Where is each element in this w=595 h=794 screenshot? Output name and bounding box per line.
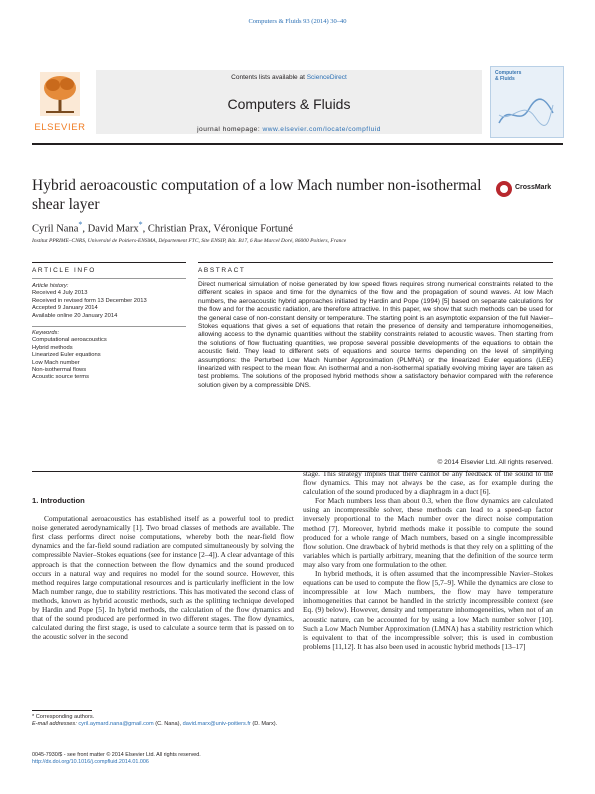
history-item: Received 4 July 2013	[32, 290, 88, 297]
corresponding-star[interactable]: *	[138, 220, 143, 229]
abstract-sub-rule	[198, 278, 553, 279]
author-name: Christian Prax	[147, 223, 209, 235]
doi-link[interactable]: http://dx.doi.org/10.1016/j.compfluid.2014.01.006	[32, 759, 149, 765]
abstract-top-rule	[198, 262, 553, 263]
contents-line	[96, 74, 482, 81]
journal-homepage	[96, 126, 482, 133]
email-link[interactable]: cyril.aymard.nana@gmail.com	[78, 721, 154, 727]
keyword-item: Low Mach number	[32, 359, 80, 366]
history-item: Received in revised form 13 December 2013	[32, 297, 147, 304]
article-history	[32, 283, 186, 320]
issn-block	[32, 752, 294, 766]
elsevier-tree-icon	[40, 72, 80, 116]
header-rule	[32, 143, 563, 145]
keyword-item: Non-isothermal flows	[32, 367, 87, 374]
elsevier-logo	[32, 70, 88, 136]
homepage-label: journal homepage:	[197, 126, 261, 133]
keyword-item: Acoustic source terms	[32, 374, 90, 381]
crossmark-label: CrossMark	[515, 184, 552, 191]
author-name: David Marx	[87, 223, 139, 235]
email-label: E-mail addresses:	[32, 721, 77, 727]
abstract-heading: ABSTRACT	[198, 267, 246, 274]
journal-reference[interactable]: Computers & Fluids 93 (2014) 30–40	[248, 18, 347, 25]
journal-cover-thumbnail	[490, 66, 564, 138]
author-name: Cyril Nana	[32, 223, 79, 235]
journal-title: Computers & Fluids	[227, 96, 351, 112]
article-info-heading: ARTICLE INFO	[32, 267, 96, 274]
elsevier-wordmark: ELSEVIER	[34, 122, 86, 133]
keyword-item: Computational aeroacoustics	[32, 337, 107, 344]
author-list: Cyril Nana*, David Marx*, Christian Prax, Véronique Fortuné	[32, 220, 293, 235]
body-paragraph: Computational aeroacoustics has established itself as a powerful tool to predict noise generated aerodynamically [1]. Two broad classes of methods are available. The first class performs direct noise computations, whereby both the near-field flow dynamics and the far-field sound radiation are computed simultaneously by solving the compressible Navier–Stokes equations (see for instance [2–4]). A clear advantage of this approach is that the connection between the flow dynamics and the sound produced occurs in a natural way and requires no model for the sound source. However, this method requires large computational resources and is particularly inefficient in the low Mach number range, due to stability restrictions. This has motivated the second class of methods, known as hybrid acoustic methods, such as the splitting technique developed by Hardin and Pope [5]. In hybrid methods, the calculation of the flow dynamics and that of the sound produced are performed in two different stages. The flow dynamics, calculated during the first stage, is used to calculate a source term that is passed on to the acoustic solver in the second	[32, 514, 294, 642]
keywords-block	[32, 330, 186, 382]
body-paragraph: For Mach numbers less than about 0.3, when the flow dynamics are calculated using an incompressible solver, these methods can lead to a speed-up factor inversely proportional to the Mach number over the direct noise computation method [7]. Moreover, hybrid methods make it possible to compute the sound produced for a whole range of Mach numbers, based on a single incompressible flow solution. One drawback of hybrid methods is that they rely on a splitting of the variables which is partially arbitrary, meaning that the definition of the source term may also vary from one formulation to the other.	[303, 496, 553, 569]
body-paragraph: stage. This strategy implies that there cannot be any feedback of the sound to the flow dynamics. This may not always be the case, as for example during the calculation of the sound produced by a diaphragm in a duct [6].	[303, 469, 553, 497]
history-label: Article history:	[32, 283, 69, 289]
section-heading: 1. Introduction	[32, 496, 85, 505]
abstract-text: Direct numerical simulation of noise generated by low speed flows requires strong numerical constraints related to the different scales in space and time for the dynamics of the flow and the propagation of sound waves. At low Mach numbers, the aeroacoustic hybrid approaches initiated by Hardin and Pope (1994) [5] based on separate calculations for the flow and for the acoustic radiation, are therefore attractive. In this paper, we show that such methods can be used for the general case of non-constant density or temperature. The starting point is an asymptotic expansion of the full Navier–Stokes equations that gives a set of equations that retain the presence of density and temperature inhomogeneities, allowing access to the dynamic quantities without the stability constraints related to acoustic waves. Then starting from the solutions of flow fluctuating quantities, we propose several possible developments of the equations to obtain the acoustic field. They lead to different sets of equations and source terms depending on the level of simplifying assumptions: the Perturbed Low Mach Number Approximation (PLMNA) or the linearized Euler equations (LEE) linearized with respect to the mean flow. An isothermal and a non-isothermal spatially evolving mixing layer are taken as test problems. The solutions of the proposed hybrid methods show a satisfactory behavior compared with the reference solution given by a compressible DNS.	[198, 281, 553, 389]
affiliation: Institut PPRIME–CNRS, Université de Poitiers-ENSMA, Département FTC, Site ENSIP, Bât. B17, 6 Rue Marcel Doré, 86000 Poitiers, France	[32, 238, 347, 244]
contents-prefix: Contents lists available at	[231, 74, 305, 81]
body-right-column	[303, 469, 553, 651]
corresponding-star[interactable]: *	[78, 220, 83, 229]
body-left-column	[32, 496, 294, 641]
paper-title: Hybrid aeroacoustic computation of a low Mach number non-isothermal shear layer	[32, 177, 482, 213]
body-paragraph: In hybrid methods, it is often assumed that the incompressible Navier–Stokes equations can be used to compute the flow [5,7–9]. While the dynamics are close to incompressible at low Mach numbers, the flow may have temperature inhomogeneities that cannot be handled in the strictly incompressible context (see Eq. (9) below). However, density and temperature inhomogeneities, when not of an acoustic nature, can be accounted for by using a low Mach number solver [10]. Such a Low Mach Number Approximation (LMNA) has a stability restriction which is equivalent to that of the incompressible solver; this is used in combustion problems [11,12]. It has also been used in acoustic hybrid methods [13–17]	[303, 569, 553, 651]
corresponding-note: Corresponding authors.	[35, 714, 95, 720]
crossmark-badge[interactable]	[496, 180, 562, 200]
keyword-item: Hybrid methods	[32, 344, 73, 351]
crossmark-icon	[496, 181, 512, 197]
abstract-copyright: © 2014 Elsevier Ltd. All rights reserved.	[437, 459, 553, 466]
author-name: Véronique Fortuné	[213, 223, 293, 235]
homepage-link[interactable]: www.elsevier.com/locate/compfluid	[262, 126, 381, 133]
article-info-top-rule	[32, 262, 186, 263]
footnote-rule	[32, 710, 92, 711]
keywords-rule	[32, 326, 186, 327]
cover-figure-icon	[497, 93, 555, 129]
history-item: Accepted 9 January 2014	[32, 305, 98, 312]
keywords-label: Keywords:	[32, 330, 60, 336]
keyword-item: Linearized Euler equations	[32, 352, 101, 359]
history-item: Available online 20 January 2014	[32, 312, 118, 319]
email-link[interactable]: david.marx@univ-poitiers.fr	[182, 721, 251, 727]
cover-title: Computers & Fluids	[495, 70, 522, 82]
issn-line: 0045-7930/$ - see front matter © 2014 Elsevier Ltd. All rights reserved.	[32, 752, 201, 758]
sciencedirect-link[interactable]: ScienceDirect	[306, 74, 347, 81]
corresponding-footnote: * Corresponding authors. E-mail addresses: cyril.aymard.nana@gmail.com (C. Nana), david.marx@univ-poitiers.fr (D. Marx).	[32, 714, 278, 727]
article-info-sub-rule	[32, 278, 186, 279]
